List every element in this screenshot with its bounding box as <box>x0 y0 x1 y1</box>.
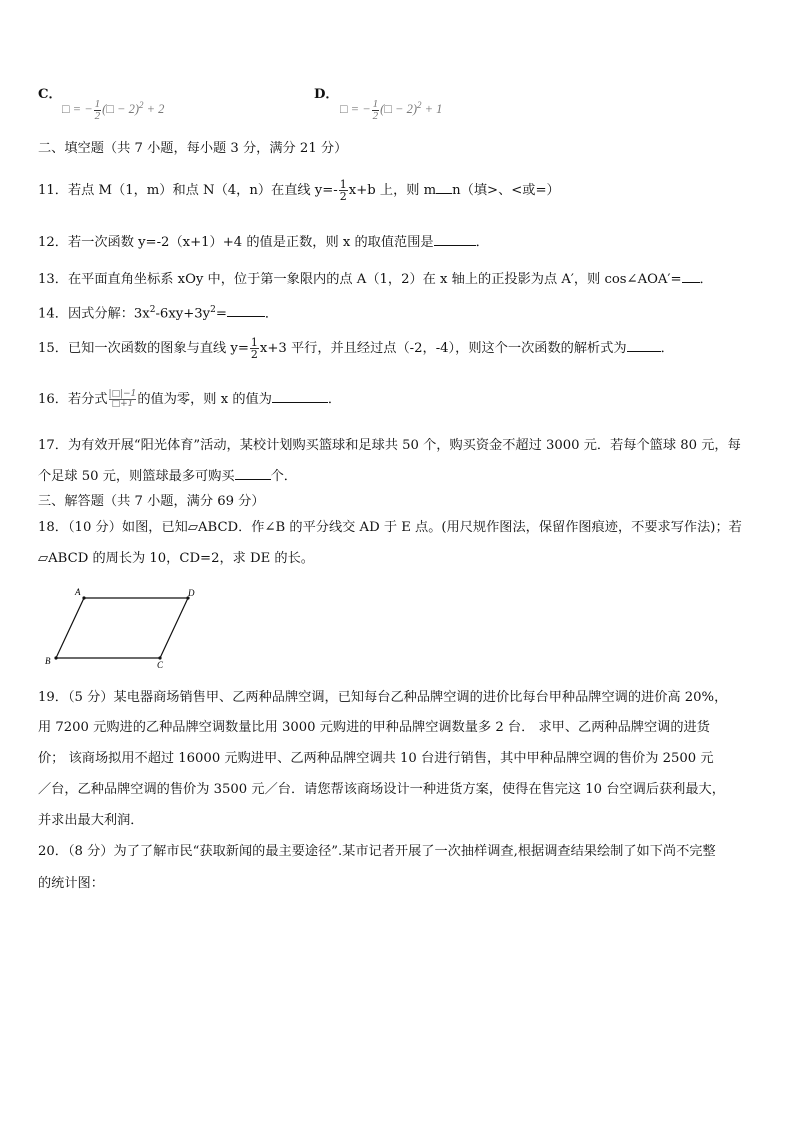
vertex-label-b: B <box>45 656 51 666</box>
question-12: 12．若一次函数 y=-2（x+1）+4 的值是正数，则 x 的取值范围是 ． <box>38 235 489 250</box>
vertex-label-d: D <box>188 588 195 598</box>
question-19-line-3: 价； 该商场拟用不超过 16000 元购进甲、乙两种品牌空调共 10 台进行销售，其中甲种品牌空调的售价为 2500 元 <box>38 751 714 766</box>
question-19-line-2: 用 7200 元购进的乙种品牌空调数量比用 3000 元购进的甲种品牌空调数量多 2 台． 求甲、乙两种品牌空调的进货 <box>38 720 710 735</box>
answer-blank[interactable] <box>227 304 265 317</box>
answer-blank[interactable] <box>682 270 700 283</box>
vertex-label-c: C <box>157 660 164 670</box>
vertex-label-a: A <box>75 587 81 597</box>
option-d-label: D． <box>314 87 339 102</box>
question-19-line-1: 19．（5 分）某电器商场销售甲、乙两种品牌空调，已知每台乙种品牌空调的进价比每台甲种品牌空调的进价高 20%， <box>38 690 728 705</box>
option-d-expression: □ = − $\frac{1}{2}$ (□ − 2)$^2$ + 1 <box>340 97 443 122</box>
question-19-line-5: 并求出最大利润． <box>38 813 144 828</box>
question-18-line-1: 18．（10 分）如图，已知▱ABCD．作∠B 的平分线交 AD 于 E 点。(用尺规作图法，保留作图痕迹，不要求写作法)；若 <box>38 520 742 535</box>
question-20-line-1: 20．（8 分）为了了解市民“获取新闻的最主要途径”.某市记者开展了一次抽样调查,根据调查结果绘制了如下尚不完整 <box>38 844 716 859</box>
answer-blank[interactable] <box>235 467 271 480</box>
parallelogram-figure <box>40 586 200 670</box>
parallelogram-shape <box>56 598 188 658</box>
section-3-heading: 三、解答题（共 7 小题，满分 69 分） <box>38 494 265 509</box>
question-17-line-1: 17．为有效开展“阳光体育”活动，某校计划购买篮球和足球共 50 个，购买资金不超过 3000 元．若每个篮球 80 元，每 <box>38 438 741 453</box>
answer-blank[interactable] <box>272 390 328 403</box>
question-14: 14．因式分解：$3x^2-6xy+3y^2=$ ． <box>38 305 279 322</box>
question-18-line-2: ▱ABCD 的周长为 10，CD=2，求 DE 的长。 <box>38 551 314 566</box>
option-c-label: C． <box>38 87 62 102</box>
answer-blank[interactable] <box>627 339 661 352</box>
question-20-line-2: 的统计图： <box>38 876 104 891</box>
section-2-heading: 二、填空题（共 7 小题，每小题 3 分，满分 21 分） <box>38 141 348 156</box>
question-13: 13．在平面直角坐标系 xOy 中，位于第一象限内的点 A（1，2）在 x 轴上的正投影为点 A′，则 cos∠AOA′= ． <box>38 272 713 287</box>
question-19-line-4: ／台，乙种品牌空调的售价为 3500 元／台．请您帮该商场设计一种进货方案，使得在售完这 10 台空调后获利最大， <box>38 782 725 797</box>
answer-blank[interactable] <box>434 233 476 246</box>
question-15: 15．已知一次函数的图象与直线 y= $\frac{1}{2}$ x+3 平行，并且经过点（-2，-4），则这个一次函数的解析式为 ． <box>38 336 674 361</box>
answer-blank[interactable] <box>436 181 452 194</box>
question-17-line-2: 个足球 50 元，则篮球最多可购买 个． <box>38 469 297 484</box>
question-16: 16．若分式 $\frac{|□|-1}{□+1}$ 的值为零，则 x 的值为 ． <box>38 389 342 409</box>
question-11: 11．若点 M（1，m）和点 N（4，n）在直线 y=- $\frac{1}{2}$ x+b 上，则 m n（填>、<或=） <box>38 178 560 203</box>
option-c-expression: □ = − $\frac{1}{2}$ (□ − 2)$^2$ + 2 <box>62 97 165 122</box>
